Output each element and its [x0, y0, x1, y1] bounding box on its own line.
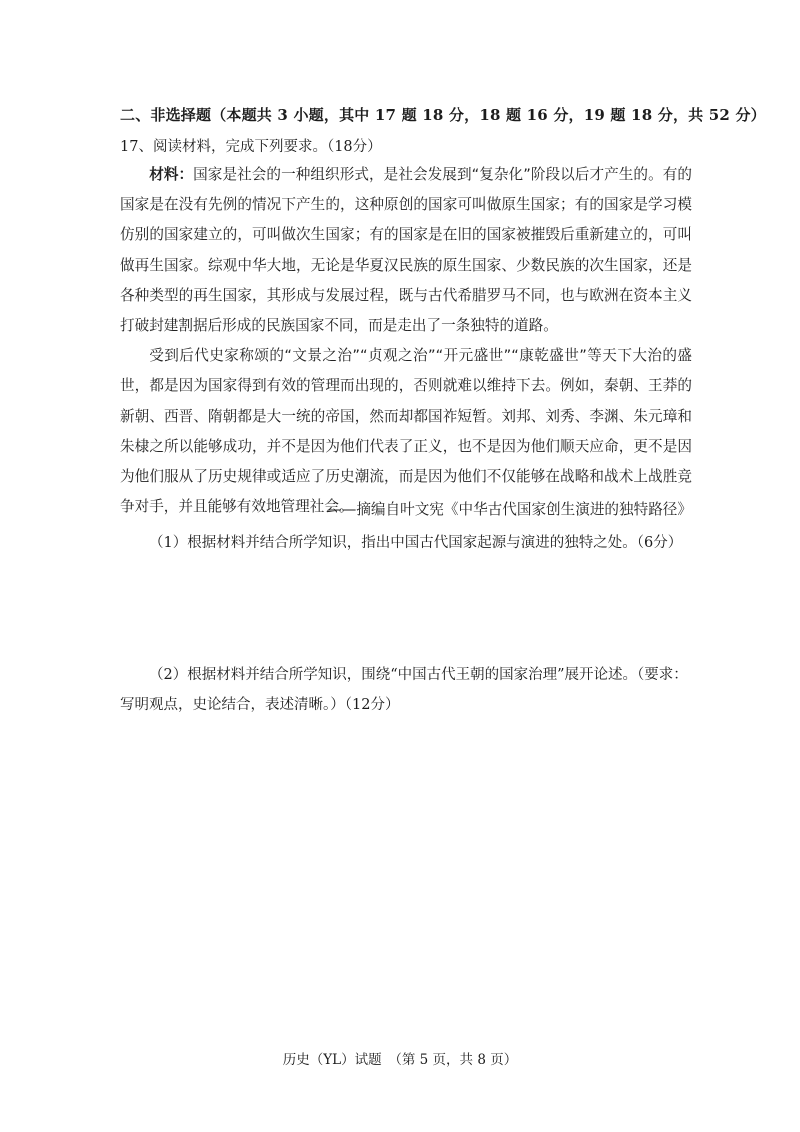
material-source: ——摘编自叶文宪《中华古代国家创生演进的独特路径》	[327, 501, 692, 518]
sub-question-1: （1）根据材料并结合所学知识，指出中国古代国家起源与演进的独特之处。（6分）	[149, 535, 683, 551]
section-heading: 二、非选择题（本题共 3 小题，其中 17 题 18 分，18 题 16 分，19 题 18 分，共 52 分）	[120, 106, 766, 124]
material-block	[120, 160, 692, 522]
material-paragraph-2: 受到后代史家称颂的“文景之治”“贞观之治”“开元盛世”“康乾盛世”等天下大治的盛世，都是因为国家得到有效的管理而出现的，否则就难以维持下去。例如，秦朝、王莽的新朝、西晋、隋朝都是大一统的帝国，然而却都国祚短暂。刘邦、刘秀、李渊、朱元璋和朱棣之所以能够成功，并不是因为他们代表了正义，也不是因为他们顺天应命，更不是因为他们服从了历史规律或适应了历史潮流，而是因为他们不仅能够在战略和战术上战胜竞争对手，并且能够有效地管理社会。	[120, 347, 692, 516]
material-paragraph-1-text: 国家是社会的一种组织形式，是社会发展到“复杂化”阶段以后才产生的。有的国家是在没有先例的情况下产生的，这种原创的国家可叫做原生国家；有的国家是学习模仿别的国家建立的，可叫做次生国家；有的国家是在旧的国家被摧毁后重新建立的，可叫做再生国家。综观中华大地，无论是华夏汉民族的原生国家、少数民族的次生国家，还是各种类型的再生国家，其形成与发展过程，既与古代希腊罗马不同，也与欧洲在资本主义打破封建割据后形成的民族国家不同，而是走出了一条独特的道路。	[120, 166, 692, 335]
material-paragraph-1	[120, 160, 692, 341]
page-footer: 历史（YL）试题 （第 5 页，共 8 页）	[282, 1052, 518, 1068]
material-label: 材料：	[149, 166, 194, 183]
sub-question-2: （2）根据材料并结合所学知识，围绕“中国古代王朝的国家治理”展开论述。（要求：写明观点，史论结合，表述清晰。）（12分）	[120, 667, 688, 713]
question-17-stem: 17、阅读材料，完成下列要求。（18分）	[120, 139, 382, 155]
